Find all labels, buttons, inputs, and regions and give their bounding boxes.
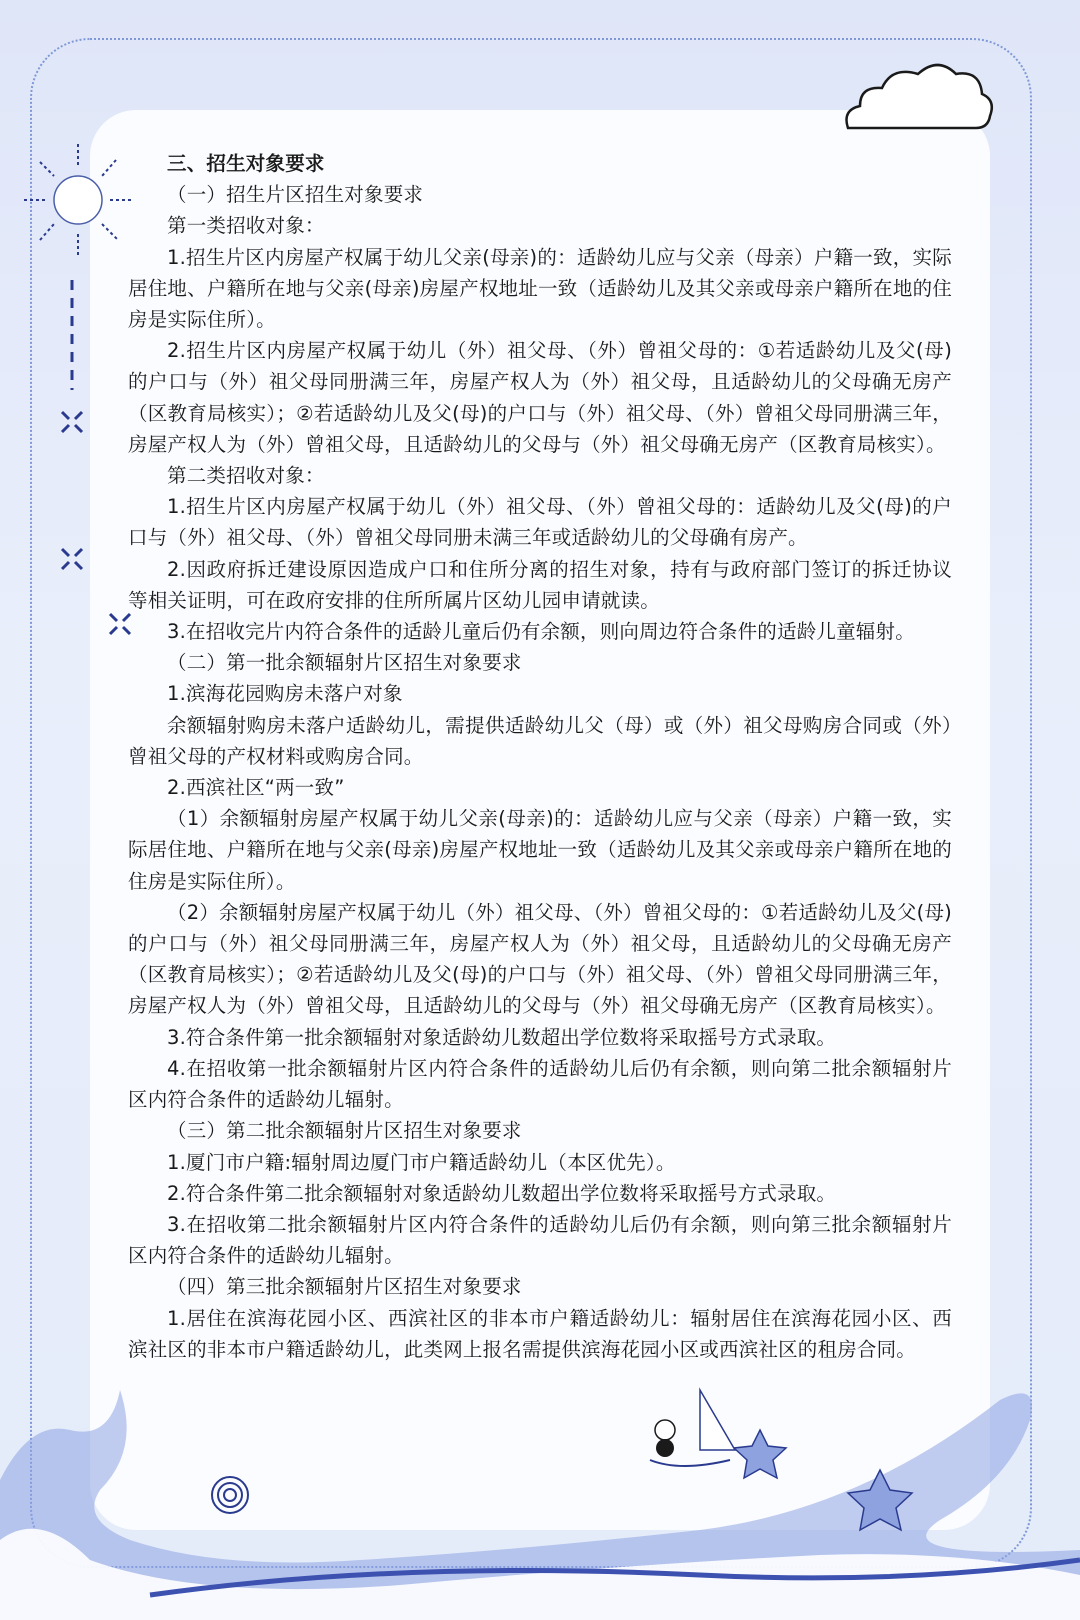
cloud-icon [838,50,998,140]
paragraph: 余额辐射购房未落户适龄幼儿，需提供适龄幼儿父（母）或（外）祖父母购房合同或（外）曾祖父母的产权材料或购房合同。 [128,713,952,768]
subheading: 第一类招收对象： [167,214,325,238]
paragraph: 4.在招收第一批余额辐射片区内符合条件的适龄幼儿后仍有余额，则向第二批余额辐射片区内符合条件的适龄幼儿辐射。 [128,1056,952,1112]
subheading: 第二类招收对象： [167,464,325,488]
paragraph: 2.因政府拆迁建设原因造成户口和住所分离的招生对象，持有与政府部门签订的拆迁协议等相关证明，可在政府安排的住所所属片区幼儿园申请就读。 [128,557,952,612]
subheading: （二）第一批余额辐射片区招生对象要求 [167,651,522,675]
paragraph: 2.招生片区内房屋产权属于幼儿（外）祖父母、（外）曾祖父母的：①若适龄幼儿及父(母)的户口与（外）祖父母同册满三年，房屋产权人为（外）祖父母，且适龄幼儿的父母确无房产（区教育局核实）；②若适龄幼儿及父(母)的户口与（外）祖父母、（外）曾祖父母同册满三年，房屋产权人为（外）曾祖父母，且适龄幼儿的父母与（外）祖父母确无房产（区教育局核实）。 [128,339,952,456]
dashed-line-decoration [66,280,78,390]
paragraph: （2）余额辐射房屋产权属于幼儿（外）祖父母、（外）曾祖父母的：①若适龄幼儿及父(母)的户口与（外）祖父母同册满三年，房屋产权人为（外）祖父母，且适龄幼儿的父母确无房产（区教育局核实）；②若适龄幼儿及父(母)的户口与（外）祖父母、（外）曾祖父母同册满三年，房屋产权人为（外）曾祖父母，且适龄幼儿的父母与（外）祖父母确无房产（区教育局核实）。 [128,900,952,1018]
paragraph: （1）余额辐射房屋产权属于幼儿父亲(母亲)的：适龄幼儿应与父亲（母亲）户籍一致，实际居住地、户籍所在地与父亲(母亲)房屋产权地址一致（适龄幼儿及其父亲或母亲户籍所在地的住房是实际住所）。 [128,807,952,893]
subheading: 2.西滨社区“两一致” [167,776,345,800]
wave-decoration [0,1360,1080,1620]
subheading: 1.滨海花园购房未落户对象 [167,682,403,706]
paragraph: 2.符合条件第二批余额辐射对象适龄幼儿数超出学位数将采取摇号方式录取。 [167,1181,837,1205]
subheading: （三）第二批余额辐射片区招生对象要求 [167,1119,522,1143]
section-heading: 三、招生对象要求 [167,152,325,175]
sparkle-icon [58,545,86,573]
paragraph: 3.符合条件第一批余额辐射对象适龄幼儿数超出学位数将采取摇号方式录取。 [167,1025,837,1049]
subheading: （四）第三批余额辐射片区招生对象要求 [167,1275,522,1299]
paragraph: 1.厦门市户籍:辐射周边厦门市户籍适龄幼儿（本区优先）。 [167,1150,676,1174]
paragraph: 1.招生片区内房屋产权属于幼儿（外）祖父母、（外）曾祖父母的：适龄幼儿及父(母)的户口与（外）祖父母、（外）曾祖父母同册未满三年或适龄幼儿的父母确有房产。 [128,495,952,550]
paragraph: 1.招生片区内房屋产权属于幼儿父亲(母亲)的：适龄幼儿应与父亲（母亲）户籍一致，实际居住地、户籍所在地与父亲(母亲)房屋产权地址一致（适龄幼儿及其父亲或母亲户籍所在地的住房是实际住所）。 [128,245,952,332]
sun-icon [20,140,140,260]
paragraph-list [128,179,952,1365]
subheading: （一）招生片区招生对象要求 [167,183,424,207]
paragraph: 3.在招收完片内符合条件的适龄儿童后仍有余额，则向周边符合条件的适龄儿童辐射。 [167,620,915,644]
paragraph: 1.居住在滨海花园小区、西滨社区的非本市户籍适龄幼儿：辐射居住在滨海花园小区、西滨社区的非本市户籍适龄幼儿，此类网上报名需提供滨海花园小区或西滨社区的租房合同。 [128,1306,952,1361]
paragraph: 3.在招收第二批余额辐射片区内符合条件的适龄幼儿后仍有余额，则向第三批余额辐射片区内符合条件的适龄幼儿辐射。 [128,1212,952,1268]
document-body [128,148,952,1365]
sparkle-icon [58,408,86,436]
